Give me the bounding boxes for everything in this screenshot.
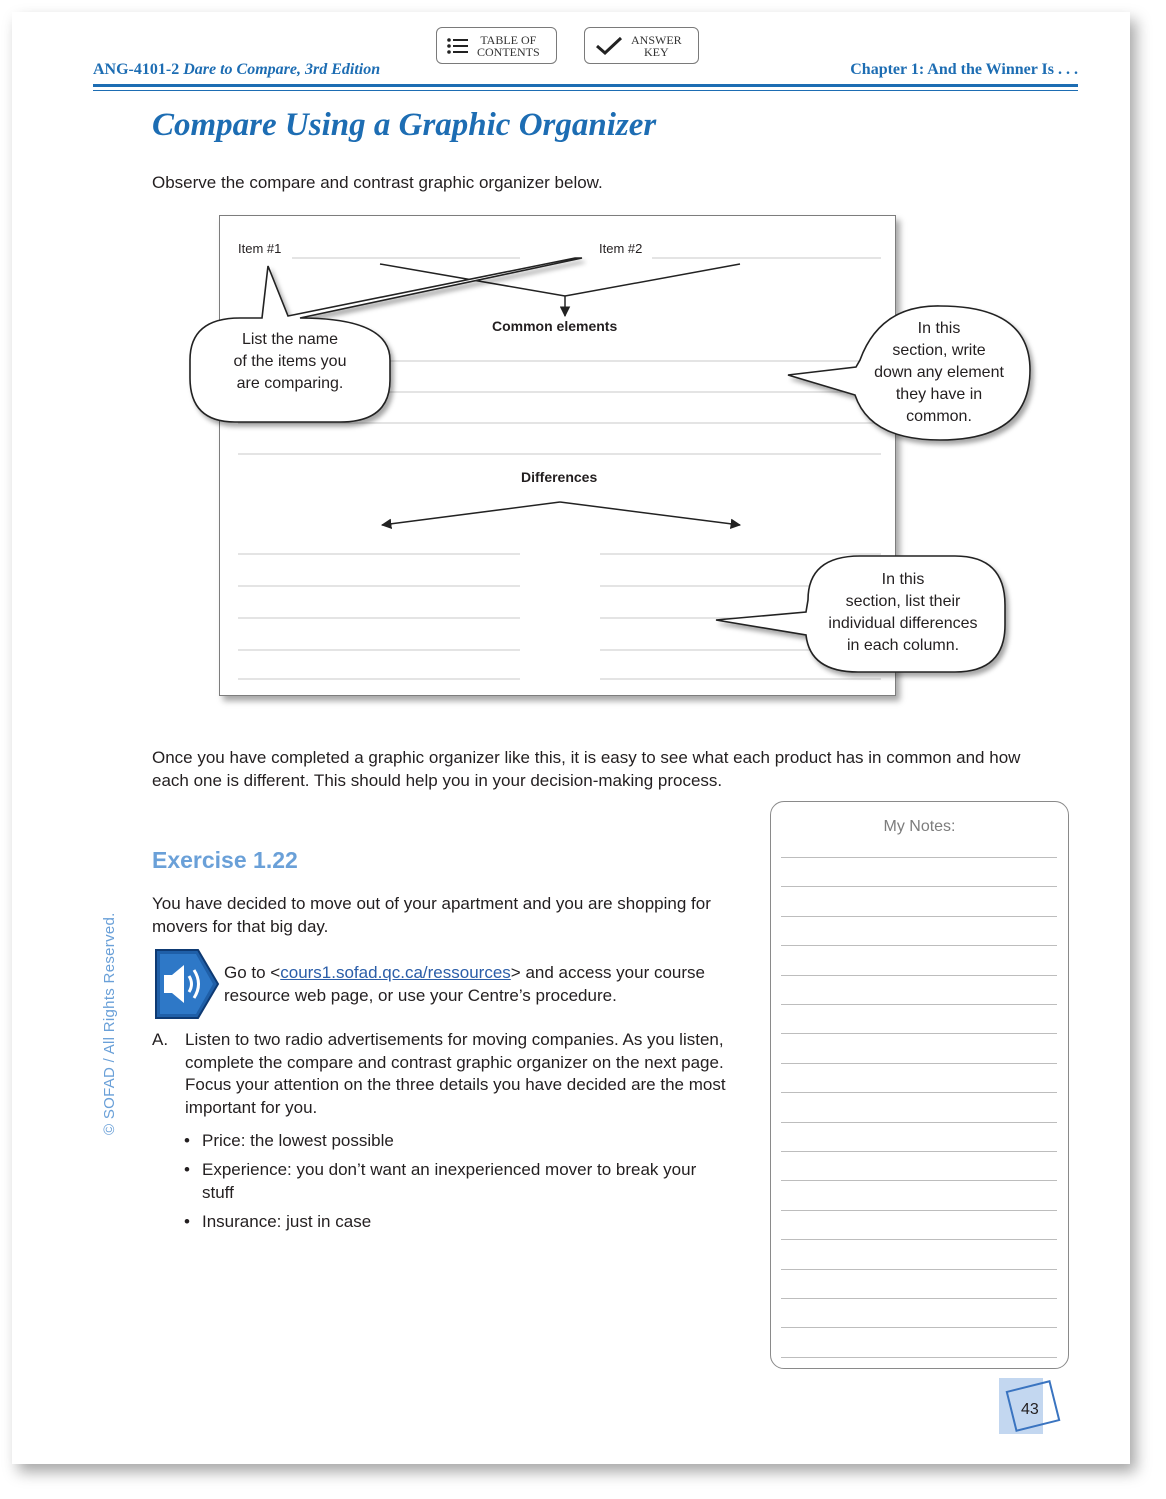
list-item: • Price: the lowest possible xyxy=(184,1131,394,1150)
copyright-text: © SOFAD / All Rights Reserved. xyxy=(101,912,118,1135)
list-item: • Experience: you don’t want an inexperienced mover to break your stuff xyxy=(184,1160,697,1202)
resource-link[interactable]: cours1.sofad.qc.ca/ressources xyxy=(280,963,511,982)
callout-line: section, write xyxy=(892,342,986,359)
list-item-text: Experience: you don’t want an inexperienced mover to break your stuff xyxy=(202,1160,697,1202)
note-line xyxy=(781,857,1057,858)
note-line xyxy=(781,1063,1057,1064)
item-text: Listen to two radio advertisements for moving companies. As you listen, complete the compare and contrast graphic organizer on the next page. Focus your attention on the three details you have decided are the most important for you. xyxy=(185,1030,726,1117)
callout-line: section, list their xyxy=(845,593,961,610)
callout-line: in each column. xyxy=(846,637,960,654)
page-title: Compare Using a Graphic Organizer xyxy=(152,107,657,143)
callout-line: they have in xyxy=(895,386,983,403)
callout-line: common. xyxy=(906,408,972,425)
note-line xyxy=(781,1151,1057,1152)
names-callout-text xyxy=(200,329,380,395)
notes-title: My Notes: xyxy=(883,818,956,835)
note-line xyxy=(781,975,1057,976)
note-line xyxy=(781,1004,1057,1005)
common-callout-text xyxy=(855,318,1023,428)
page-number: 43 xyxy=(1021,1401,1039,1418)
callout-line: individual differences xyxy=(828,615,978,632)
course-code: ANG-4101-2 xyxy=(93,61,180,78)
callout-line: List the name xyxy=(241,331,339,348)
common-elements-label: Common elements xyxy=(492,318,618,334)
note-line xyxy=(781,945,1057,946)
speaker-icon[interactable] xyxy=(152,946,222,1022)
resource-instruction xyxy=(224,961,764,1007)
exercise-title: Exercise 1.22 xyxy=(152,847,298,873)
answer-label-line1: ANSWER xyxy=(631,32,682,47)
differences-label: Differences xyxy=(521,469,598,485)
callout-line: down any element xyxy=(874,364,1004,381)
differences-callout-text xyxy=(808,569,998,657)
note-line xyxy=(781,1033,1057,1034)
note-line xyxy=(781,1357,1057,1358)
callout-line: are comparing. xyxy=(236,375,344,392)
item-letter: A. xyxy=(152,1030,169,1049)
note-line xyxy=(781,1092,1057,1093)
list-item-text: Insurance: just in case xyxy=(202,1212,372,1231)
answer-label-line2: KEY xyxy=(644,44,669,59)
goto-suffix: > and access your course resource web page, or use your Centre’s procedure. xyxy=(224,963,705,1005)
exercise-description: You have decided to move out of your apartment and you are shopping for movers for that big day. xyxy=(152,894,711,936)
note-line xyxy=(781,1239,1057,1240)
callout-line: In this xyxy=(881,571,925,588)
note-line xyxy=(781,1298,1057,1299)
note-line xyxy=(781,1122,1057,1123)
closing-text: Once you have completed a graphic organizer like this, it is easy to see what each product has in common and how each one is different. This should help you in your decision-making process. xyxy=(152,748,1021,790)
item2-label: Item #2 xyxy=(599,241,643,256)
item1-label: Item #1 xyxy=(238,241,282,256)
toc-label-line2: CONTENTS xyxy=(477,44,540,59)
goto-prefix: Go to < xyxy=(224,963,281,982)
course-title: Dare to Compare, 3rd Edition xyxy=(183,61,381,78)
chapter-title: Chapter 1: And the Winner Is . . . xyxy=(850,61,1078,78)
callout-line: In this xyxy=(917,320,961,337)
note-line xyxy=(781,886,1057,887)
list-item-text: Price: the lowest possible xyxy=(202,1131,394,1150)
callout-line: of the items you xyxy=(233,353,347,370)
note-line xyxy=(781,916,1057,917)
intro-text: Observe the compare and contrast graphic organizer below. xyxy=(152,173,603,192)
note-line xyxy=(781,1269,1057,1270)
priority-list xyxy=(184,1129,724,1239)
note-line xyxy=(781,1327,1057,1328)
note-line xyxy=(781,1210,1057,1211)
toc-label-line1: TABLE OF xyxy=(480,32,537,47)
list-item: • Insurance: just in case xyxy=(184,1212,372,1231)
note-line xyxy=(781,1180,1057,1181)
